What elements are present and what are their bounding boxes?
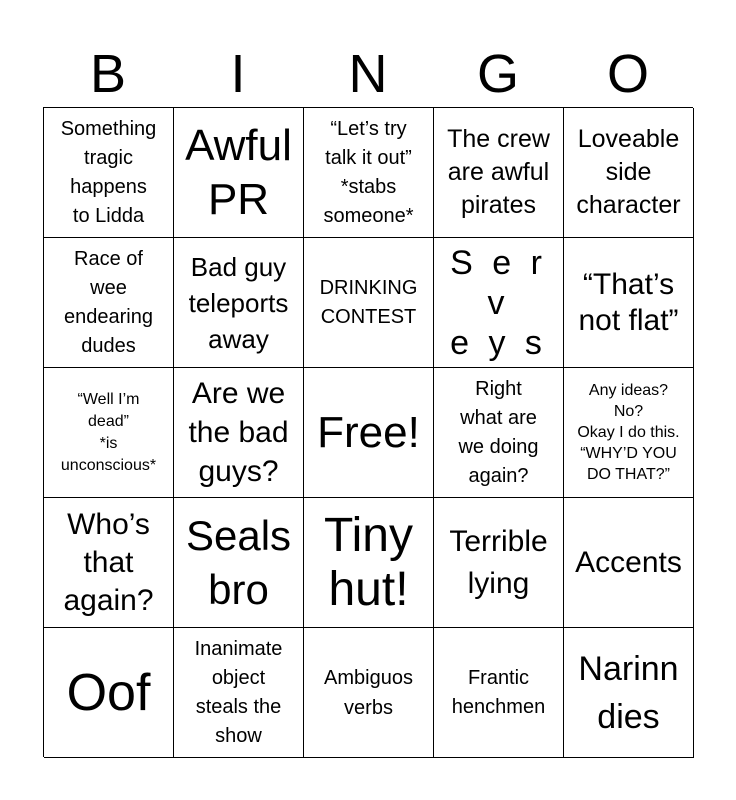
cell-text: Free! [317,407,420,457]
bingo-cell[interactable] [304,108,434,238]
cell-text: Terrible lying [449,524,548,600]
cell-text: Seals bro [185,511,292,613]
bingo-cell[interactable] [304,238,434,368]
bingo-cell[interactable] [304,498,434,628]
cell-text: DRINKING CONTEST [319,276,418,328]
header-letter-g: G [476,44,519,104]
bingo-cell[interactable] [44,238,174,368]
cell-text: S e r v e y s [450,243,547,362]
cell-text: Who’s that again? [63,507,154,617]
bingo-cell[interactable] [174,498,304,628]
cell-text: Right what are we doing again? [458,377,539,487]
bingo-cell[interactable] [434,498,564,628]
bingo-header [43,40,693,108]
bingo-cell[interactable] [174,628,304,758]
bingo-cell[interactable] [44,628,174,758]
bingo-cell[interactable] [564,108,694,238]
cell-text: Race of wee endearing dudes [64,247,153,357]
cell-text: Inanimate object steals the show [194,637,283,747]
cell-text: Something tragic happens to Lidda [60,117,157,227]
bingo-cell[interactable] [434,238,564,368]
cell-text: Bad guy teleports away [188,251,289,354]
cell-text: The crew are awful pirates [447,125,550,219]
bingo-cell[interactable] [564,238,694,368]
bingo-cell[interactable] [174,108,304,238]
bingo-cell[interactable] [434,628,564,758]
bingo-cell[interactable] [564,628,694,758]
cell-text: Are we the bad guys? [188,377,289,488]
cell-text: Narinn dies [578,649,679,736]
cell-text: Accents [575,545,682,579]
bingo-board [43,107,693,757]
bingo-cell[interactable] [434,108,564,238]
bingo-cell[interactable] [434,368,564,498]
header-letter-i: I [230,44,246,104]
bingo-cell[interactable] [44,498,174,628]
cell-text: Oof [66,663,151,722]
header-letter-b: B [89,44,127,104]
bingo-cell[interactable] [44,108,174,238]
cell-text: Tiny hut! [324,508,413,616]
bingo-cell[interactable] [564,498,694,628]
header-letter-n: N [348,44,388,104]
bingo-cell[interactable] [304,628,434,758]
cell-text: Any ideas? No? Okay I do this. “WHY’D YOU DO THAT?” [577,382,680,483]
cell-text: Awful PR [185,120,292,224]
bingo-cell[interactable] [174,368,304,498]
cell-text: Loveable side character [576,125,681,219]
cell-text: “That’s not flat” [578,267,679,337]
cell-text: “Let’s try talk it out” *stabs someone* [323,117,414,227]
bingo-cell[interactable] [304,368,434,498]
bingo-cell[interactable] [44,368,174,498]
cell-text: Frantic henchmen [451,666,546,718]
bingo-cell[interactable] [564,368,694,498]
bingo-cell[interactable] [174,238,304,368]
cell-text: “Well I’m dead” *is unconscious* [60,390,157,474]
cell-text: Ambiguos verbs [324,666,413,719]
header-letter-o: O [606,44,649,104]
